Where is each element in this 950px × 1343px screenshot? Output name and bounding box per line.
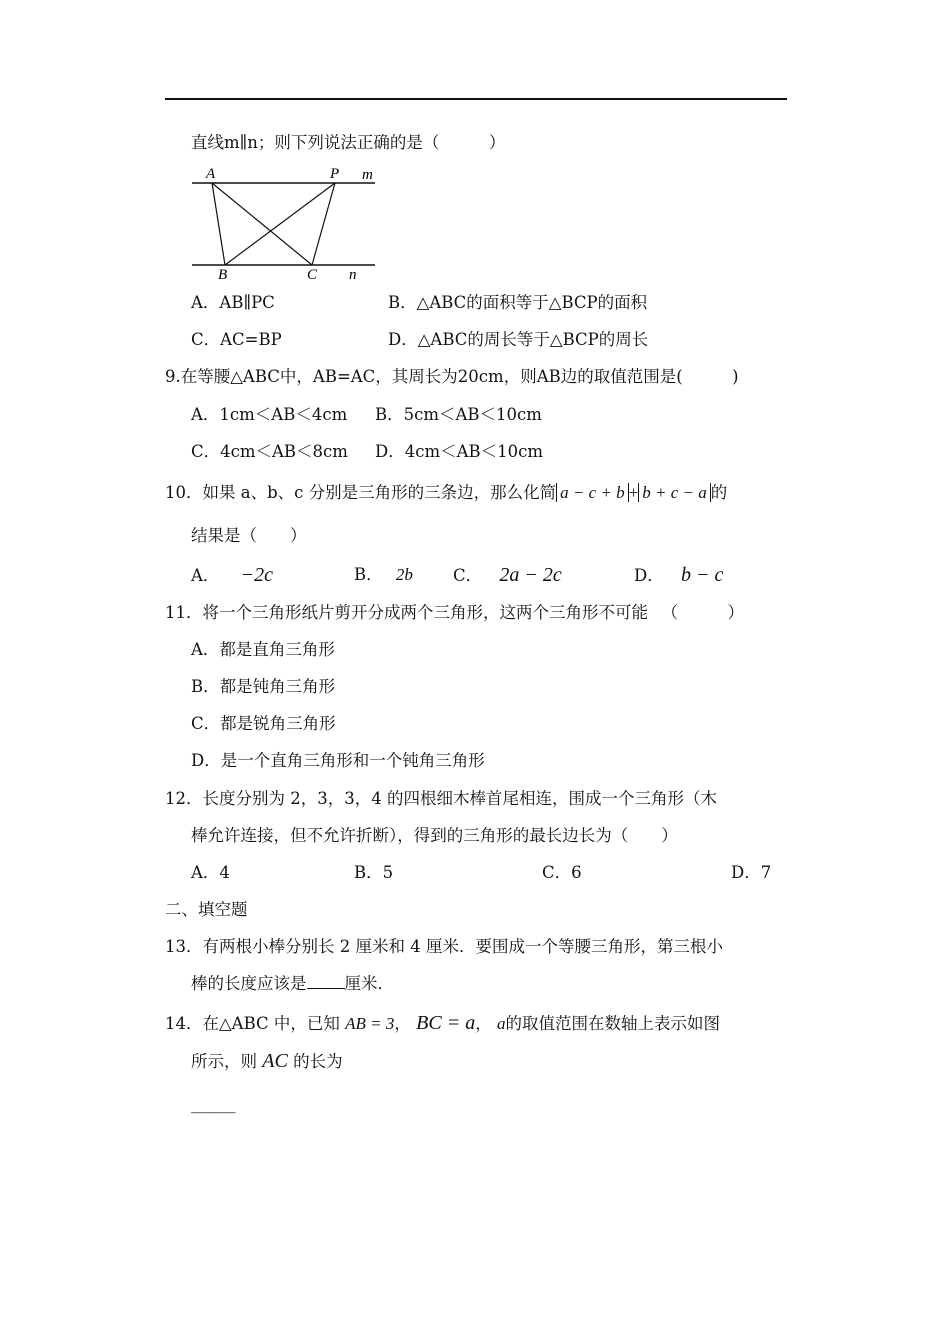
q10-option-c-label: C． [453, 566, 483, 585]
q10-option-a-label: A． [191, 566, 220, 585]
q13-stem-line1: 13．有两根小棒分别长 2 厘米和 4 厘米．要围成一个等腰三角形，第三根小 [165, 937, 723, 956]
q13-stem-line2 [191, 973, 394, 995]
q11-stem: 11．将一个三角形纸片剪开分成两个三角形，这两个三角形不可能 （ ） [165, 603, 744, 622]
label-b: B [218, 267, 228, 283]
label-n: n [349, 267, 357, 283]
q14-sep-1: ， [394, 1014, 411, 1033]
q13-answer-blank[interactable] [307, 973, 345, 989]
label-m: m [362, 167, 373, 183]
q10-option-b [354, 564, 413, 586]
q14-text-4: 的长为 [293, 1052, 343, 1071]
q12-stem-line2: 棒允许连接，但不允许折断），得到的三角形的最长边长为（ ） [191, 826, 678, 845]
q12-stem-line1: 12．长度分别为 2，3，3，4 的四根细木棒首尾相连，围成一个三角形（木 [165, 789, 717, 808]
q8-option-a: A．AB∥PC [191, 293, 275, 312]
q8-option-b: B．△ABC的面积等于△BCP的面积 [388, 293, 648, 312]
q14-text-1: 14．在△ABC 中，已知 [165, 1014, 340, 1033]
section-heading-fill-in: 二、填空题 [165, 900, 248, 919]
label-c: C [307, 267, 318, 283]
q11-option-b: B．都是钝角三角形 [191, 677, 336, 696]
q9-stem: 9.在等腰△ABC中，AB=AC，其周长为20cm，则AB边的取值范围是( ) [165, 367, 739, 386]
q12-option-b: B．5 [354, 863, 394, 882]
q10-stem-text: 10．如果 a、b、c 分别是三角形的三条边，那么化简 [165, 483, 557, 502]
q14-ab-expr: AB = 3 [345, 1014, 395, 1033]
q10-option-d [634, 564, 723, 587]
q9-option-b: B．5cm＜AB＜10cm [375, 405, 542, 424]
q10-option-a [191, 564, 273, 587]
q10-option-b-expr: 2b [395, 565, 413, 584]
label-a: A [206, 166, 216, 182]
q10-option-d-label: D． [634, 566, 664, 585]
q10-option-c [453, 564, 562, 587]
q12-option-d: D．7 [731, 863, 772, 882]
q12-option-a: A．4 [191, 863, 230, 882]
q12-option-c: C．6 [542, 863, 582, 882]
q9-option-c: C．4cm＜AB＜8cm [191, 442, 348, 461]
q14-text-2: 的取值范围在数轴上表示如图 [505, 1014, 720, 1033]
q11-option-a: A．都是直角三角形 [191, 640, 335, 659]
q10-stem-tail: 的 [710, 483, 728, 502]
q14-a-var: a [496, 1014, 506, 1033]
q10-option-b-label: B． [354, 565, 383, 584]
q11-option-d: D．是一个直角三角形和一个钝角三角形 [191, 751, 485, 770]
q14-ac-var: AC [262, 1050, 288, 1072]
q11-option-c: C．都是锐角三角形 [191, 714, 336, 733]
q8-figure [190, 165, 380, 283]
label-p: P [330, 166, 340, 182]
q10-option-c-expr: 2a − 2c [499, 564, 562, 586]
q8-option-d: D．△ABC的周长等于△BCP的周长 [388, 330, 649, 349]
segment-ac [212, 183, 312, 265]
q10-abs-expression-1: a − c + b [556, 483, 629, 502]
q14-stem-line1 [165, 1012, 720, 1035]
q10-plus-sign: + [628, 483, 639, 502]
q14-bc-expr: BC = a [416, 1012, 476, 1034]
q8-stem: 直线m∥n；则下列说法正确的是（ ） [191, 133, 506, 152]
q10-option-a-expr: −2c [240, 564, 274, 586]
q9-option-a: A．1cm＜AB＜4cm [191, 405, 348, 424]
q14-sep-2: ， [475, 1014, 492, 1033]
q10-stem [165, 482, 727, 504]
q10-abs-expression-2: b + c − a [638, 483, 711, 502]
q10-stem-line2: 结果是（ ） [191, 526, 307, 545]
header-rule [165, 98, 787, 100]
segment-pb [225, 183, 335, 265]
q14-text-3: 所示，则 [191, 1052, 257, 1071]
q13-text-before-blank: 棒的长度应该是 [191, 974, 307, 993]
q14-answer-blank[interactable]: ______ [191, 1094, 235, 1113]
segment-pc [312, 183, 335, 265]
q10-option-d-expr: b − c [680, 564, 724, 586]
segment-ab [212, 183, 225, 265]
q13-text-after-blank: 厘米． [344, 974, 394, 993]
q14-stem-line2 [191, 1050, 343, 1073]
q8-option-c: C．AC=BP [191, 330, 282, 349]
q9-option-d: D．4cm＜AB＜10cm [375, 442, 544, 461]
